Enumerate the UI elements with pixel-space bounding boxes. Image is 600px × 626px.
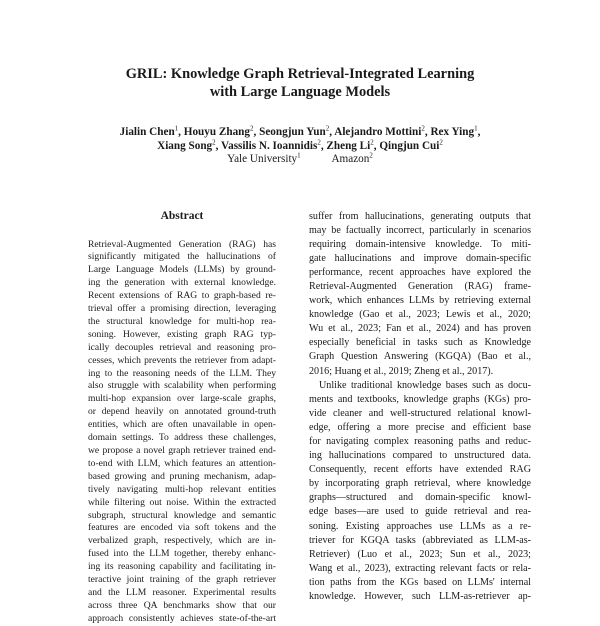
- text-line: we propose a novel graph retriever trained end-: [88, 445, 276, 456]
- text-line: performance, recent approaches have explored the: [309, 266, 531, 278]
- author-affil-mark: 2: [421, 124, 425, 133]
- text-line: Wu et al., 2023; Fan et al., 2024) and has proven: [309, 323, 531, 335]
- text-line: ments and textbooks, knowledge graphs (KGs) pro-: [309, 393, 531, 405]
- author-name: Houyu Zhang: [183, 126, 250, 138]
- text-line: features are encoded via soft tokens and the: [88, 522, 276, 534]
- author-affil-mark: 1: [174, 124, 179, 133]
- author-name: Qingjun Cui: [379, 139, 440, 152]
- text-line: by incorporating graph retrieval, where knowledge: [309, 478, 531, 490]
- text-line: ing its reasoning capability and facilitating in-: [88, 561, 276, 573]
- author-line-1: Jialin Chen$^1$, Houyu Zhang$^2$, Seongjun Yun$^2$, Alejandro Mottini$^2$, Rex Ying$^1$,: [119, 124, 481, 138]
- text-line: tively navigating multi-hop relevant entities: [88, 483, 276, 495]
- text-line: ing hallucinations compared to unstructured data.: [309, 450, 531, 462]
- author-name: Seongjun Yun: [259, 126, 326, 138]
- author-affil-mark: 2: [317, 137, 321, 146]
- text-line: entities, which are often unavailable in open-: [88, 419, 276, 431]
- affiliation-name: Amazon: [331, 153, 370, 165]
- author-name: Jialin Chen: [119, 126, 175, 138]
- text-line: and the LLM reasoner. Experimental results: [88, 586, 276, 598]
- text-line: to-end with LLM, which features an attention-: [88, 457, 276, 469]
- text-line: trieval offer a promising direction, leveraging: [88, 303, 276, 315]
- text-line: the structural knowledge for multi-hop rea-: [88, 315, 276, 327]
- text-line: ing the generation with external knowledge.: [88, 277, 276, 289]
- affiliations: [40, 153, 560, 166]
- text-line: suffer from hallucinations, generating outputs that: [309, 210, 531, 222]
- text-line: also struggle with scalability when performing: [88, 380, 276, 392]
- text-line: Graph Question Answering (KGQA) (Bao et al.,: [309, 351, 531, 363]
- affiliation-name: Yale University: [227, 153, 298, 165]
- author-name: Vassilis N. Ioannidis: [221, 139, 318, 152]
- text-line: Retrieval-Augmented Generation (RAG) frame-: [309, 280, 531, 292]
- affiliation-mark: 2: [369, 151, 373, 160]
- text-line: 2016; Huang et al., 2019; Zheng et al., 2017).: [309, 365, 494, 377]
- abstract-heading: Abstract: [160, 210, 204, 222]
- author-name: Alejandro Mottini: [334, 126, 422, 138]
- text-line: Retrieval-Augmented Generation (RAG) has: [88, 238, 276, 250]
- text-line: while filtering out noise. Within the extracted: [88, 496, 276, 508]
- text-line: knowledge (Gao et al., 2023; Lewis et al., 2020;: [309, 309, 531, 321]
- affiliation-mark: 1: [297, 151, 301, 160]
- author-name: Xiang Song: [157, 139, 213, 152]
- text-line: especially beneficial in tasks such as Knowledge: [309, 337, 531, 349]
- text-line: soning. However, existing graph RAG typ-: [88, 328, 276, 340]
- text-line: triever for KGQA tasks (abbreviated as LLM-as-: [309, 534, 531, 546]
- text-line: Retriever) (Luo et al., 2023; Sun et al., 2023;: [309, 548, 531, 560]
- text-line: vide cleaner and well-structured relational knowl-: [309, 407, 531, 419]
- author-line-2: Xiang Song$^2$, Vassilis N. Ioannidis$^2$, Zheng Li$^2$, Qingjun Cui$^2$: [157, 137, 443, 152]
- text-line: knowledge. However, such LLM-as-retriever ap-: [309, 591, 531, 603]
- text-line: Wang et al., 2023), extracting relevant facts or rela-: [309, 562, 531, 574]
- text-line: fused into the LLM together, thereby enhanc-: [88, 548, 276, 560]
- text-line: verbalized graph, respectively, which are in-: [88, 535, 276, 547]
- author-list: [40, 126, 560, 153]
- text-line: may be factually incorrect, particularly in scenarios: [309, 224, 531, 236]
- text-line: Consequently, recent efforts have extended RAG: [309, 464, 531, 476]
- text-line: approach consistently achieves state-of-the-art: [88, 612, 276, 624]
- text-line: requiring domain-intensive knowledge. To miti-: [309, 238, 531, 250]
- text-line: tion paths from the KGs based on LLMs' internal: [309, 576, 531, 588]
- text-line: based growing and pruning mechanism, adap-: [88, 470, 276, 482]
- text-line: work, which enhances LLMs by retrieving external: [309, 295, 531, 307]
- author-affil-mark: 2: [439, 137, 443, 146]
- author-name: Zheng Li: [326, 139, 371, 152]
- text-line: subgraph, structural knowledge and semantic: [88, 509, 276, 521]
- author-affil-mark: 2: [212, 137, 216, 146]
- text-line: graphs—structured and domain-specific knowl-: [309, 492, 531, 504]
- paper-title: [40, 66, 560, 101]
- title-line-2: with Large Language Models: [209, 83, 391, 100]
- text-line: ing to the reasoning needs of the LLM. They: [88, 367, 276, 379]
- title-line-1: GRIL: Knowledge Graph Retrieval-Integrated Learning: [125, 66, 475, 82]
- author-affil-mark: 2: [325, 124, 330, 133]
- text-line: or depend heavily on annotated ground-truth: [88, 406, 276, 418]
- author-affil-mark: 1: [474, 124, 478, 133]
- body-paragraph-2: [309, 379, 531, 605]
- text-line: edge, offering a more precise and efficient base: [309, 421, 531, 433]
- text-line: significantly mitigated the hallucinations of: [88, 251, 276, 263]
- text-line: across three QA benchmarks show that our: [88, 599, 276, 611]
- text-line: teractive joint training of the graph retriever: [88, 574, 276, 586]
- text-line: multi-hop expansion over large-scale graphs,: [88, 393, 276, 405]
- text-line: Recent extensions of RAG to graph-based re-: [88, 290, 276, 302]
- abstract-body: [88, 239, 276, 626]
- body-paragraph-1: [309, 210, 531, 379]
- text-line: ically decouples retrieval and reasoning pro-: [88, 341, 276, 353]
- text-line: soning. Existing approaches use LLMs as a re-: [309, 520, 531, 532]
- text-line: for navigating complex reasoning paths and reduc-: [309, 436, 531, 447]
- text-line: Unlike traditional knowledge bases such as docu-: [319, 379, 531, 391]
- text-line: domain settings. To address these challenges,: [88, 432, 276, 444]
- affiliation: [331, 153, 372, 165]
- text-line: gate hallucinations and improve domain-specific: [309, 252, 531, 264]
- author-affil-mark: 2: [250, 124, 254, 133]
- author-name: Rex Ying: [430, 126, 475, 138]
- text-line: Large Language Models (LLMs) by ground-: [88, 264, 276, 276]
- affiliation: [227, 153, 301, 165]
- text-line: cesses, which prevents the retriever from adapt-: [88, 354, 276, 366]
- introduction-body: [309, 210, 531, 605]
- text-line: edge bases—are used to guide retrieval and rea-: [309, 506, 531, 518]
- author-affil-mark: 2: [370, 137, 374, 146]
